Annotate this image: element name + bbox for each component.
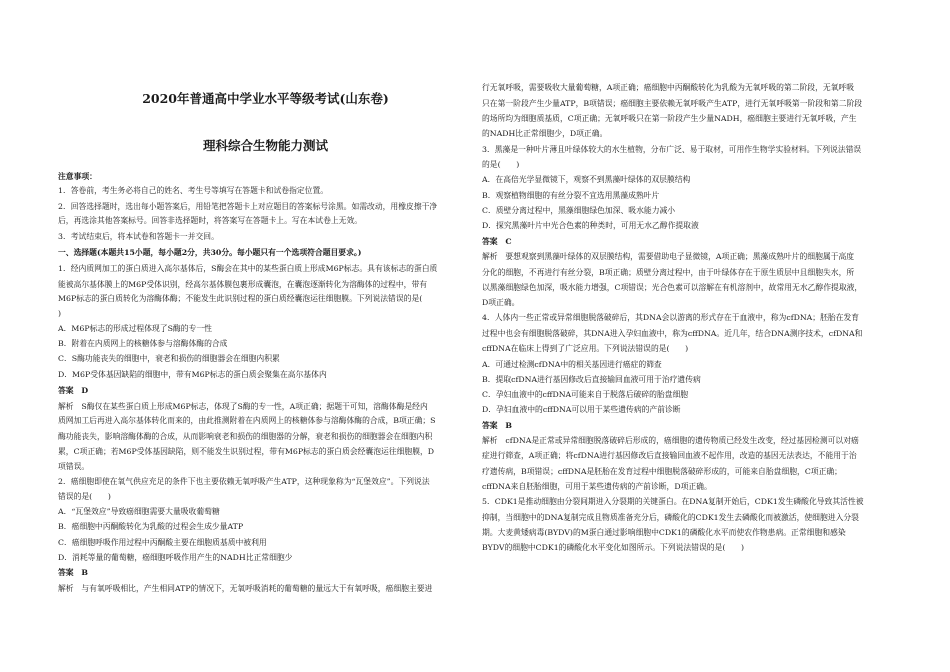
analysis-line: 解析 S酶仅在某些蛋白质上形成M6P标志，体现了S酶的专一性，A项正确；据题干可知，溶酶体酶是经内 <box>58 402 428 411</box>
question-5-line: BYDV的细胞中CDK1的磷酸化水平变化如图所示。下列说法错误的是( ) <box>482 543 745 552</box>
question-1-line: 1．经内质网加工的蛋白质进入高尔基体后，S酶会在其中的某些蛋白质上形成M6P标志。具有该标志的蛋白质 <box>58 264 438 273</box>
text-line: 3．考试结束后，将本试卷和答题卡一并交回。 <box>58 232 219 241</box>
analysis-line: 解析 与有氧呼吸相比，产生相同ATP的情况下，无氧呼吸消耗的葡萄糖的量远大于有氧呼吸，癌细胞主要进 <box>58 584 433 593</box>
question-5-line: 期。大麦黄矮病毒(BYDV)的M蛋白通过影响细胞中CDK1的磷酸化水平而使农作物患病。正常细胞和感染 <box>482 528 846 537</box>
analysis-line: 解析 要想观察到黑藻叶绿体的双层膜结构，需要借助电子显微镜，A项正确；黑藻成熟叶片的细胞属于高度 <box>482 252 855 261</box>
option-b: B．癌细胞中丙酮酸转化为乳酸的过程会生成少量ATP <box>58 522 244 531</box>
option-c: C．质壁分离过程中，黑藻细胞绿色加深、吸水能力减小 <box>482 206 676 215</box>
analysis-line: 行无氧呼吸，需要吸收大量葡萄糖，A项正确；癌细胞中丙酮酸转化为乳酸为无氧呼吸的第二阶段，无氧呼吸 <box>482 83 855 92</box>
question-5-line: 5．CDK1是推动细胞由分裂间期进入分裂期的关键蛋白。在DNA复制开始后，CDK1发生磷酸化导致其活性被 <box>482 497 864 506</box>
answer-line: 答案 B <box>482 421 512 430</box>
paper-title: 2020年普通高中学业水平等级考试(山东卷) <box>142 91 389 106</box>
section-heading: 一、选择题(本题共15小题，每小题2分，共30分。每小题只有一个选项符合题目要求。) <box>58 248 362 257</box>
option-b: B．观察植物细胞的有丝分裂不宜选用黑藻成熟叶片 <box>482 191 660 200</box>
option-a: A．在高倍光学显微镜下，观察不到黑藻叶绿体的双层膜结构 <box>482 175 691 184</box>
option-c: C．孕妇血液中的cffDNA可能来自于脱落后破碎的胎盘细胞 <box>482 390 689 399</box>
option-b: B．提取cfDNA进行基因修改后直接输回血液可用于治疗遗传病 <box>482 375 701 384</box>
analysis-line: 分化的细胞，不再进行有丝分裂，B项正确；质壁分离过程中，由于叶绿体存在于原生质层中且细胞失水，所 <box>482 268 855 277</box>
option-c: C．S酶功能丧失的细胞中，衰老和损伤的细胞器会在细胞内积累 <box>58 354 280 363</box>
analysis-line: 累，C项正确；若M6P受体基因缺陷，则不能发生识别过程，带有M6P标志的蛋白质会经囊泡运往细胞膜，D <box>58 447 435 456</box>
analysis-line: 症进行筛查，A项正确；将cfDNA进行基因修改后直接输回血液不起作用，改造的基因无法表达，不能用于治 <box>482 451 857 460</box>
analysis-line: 疗遗传病，B项错误；cffDNA是胚胎在发育过程中细胞脱落破碎形成的，可能来自胎盘细胞，C项正确； <box>482 467 842 476</box>
answer-line: 答案 B <box>58 568 88 577</box>
question-3-line: 3．黑藻是一种叶片薄且叶绿体较大的水生植物，分布广泛、易于取材，可用作生物学实验材料。下列说法错误 <box>482 145 862 154</box>
question-2-line: 2．癌细胞即使在氧气供应充足的条件下也主要依赖无氧呼吸产生ATP，这种现象称为“瓦堡效应”。下列说法 <box>58 477 430 486</box>
option-a: A．“瓦堡效应”导致癌细胞需要大量吸收葡萄糖 <box>58 507 220 516</box>
question-1-line: M6P标志的蛋白质转化为溶酶体酶；不能发生此识别过程的蛋白质经囊泡运往细胞膜。下列说法错误的是( <box>58 294 423 303</box>
question-4-line: cffDNA在临床上得到了广泛应用。下列说法错误的是( ) <box>482 344 689 353</box>
left-column <box>58 0 473 672</box>
question-4-line: 4．人体内一些正常或异常细胞脱落破碎后，其DNA会以游离的形式存在于血液中，称为cfDNA；胚胎在发育 <box>482 313 860 322</box>
analysis-line: cffDNA来自胚胎细胞，可用于某些遗传病的产前诊断，D项正确。 <box>482 482 712 491</box>
analysis-line: 以黑藻细胞绿色加深，吸水能力增强，C项错误；光合色素可以溶解在有机溶剂中，故常用无水乙醇作提取液， <box>482 283 863 292</box>
option-c: C．癌细胞呼吸作用过程中丙酮酸主要在细胞质基质中被利用 <box>58 538 267 547</box>
right-column <box>482 0 897 672</box>
option-b: B．附着在内质网上的核糖体参与溶酶体酶的合成 <box>58 339 228 348</box>
notice-heading: 注意事项： <box>58 172 97 181</box>
answer-line: 答案 D <box>58 386 89 395</box>
analysis-line: 的场所均为细胞质基质，C项正确；无氧呼吸只在第一阶段产生少量NADH，癌细胞主要进行无氧呼吸，产生 <box>482 114 857 123</box>
option-a: A．可通过检测cfDNA中的相关基因进行癌症的筛查 <box>482 360 662 369</box>
analysis-line: 质网加工后再进入高尔基体转化而来的，由此推测附着在内质网上的核糖体参与溶酶体酶的合成，B项正确；S <box>58 416 436 425</box>
option-d: D．消耗等量的葡萄糖，癌细胞呼吸作用产生的NADH比正常细胞少 <box>58 553 293 562</box>
analysis-line: 酶功能丧失，影响溶酶体酶的合成，从而影响衰老和损伤的细胞器的分解，衰老和损伤的细胞器会在细胞内积 <box>58 432 433 441</box>
question-1-line: 能被高尔基体膜上的M6P受体识别，经高尔基体膜包裹形成囊泡，在囊泡逐渐转化为溶酶体的过程中，带有 <box>58 280 428 289</box>
text-line: 1．答卷前，考生务必将自己的姓名、考生号等填写在答题卡和试卷指定位置。 <box>58 186 329 195</box>
option-d: D．探究黑藻叶片中光合色素的种类时，可用无水乙醇作提取液 <box>482 221 699 230</box>
question-1-line: ) <box>58 309 62 318</box>
text-line: 后，再选涂其他答案标号。回答非选择题时，将答案写在答题卡上。写在本试卷上无效。 <box>58 216 363 225</box>
analysis-line: D项正确。 <box>482 298 520 307</box>
text-line: 2．回答选择题时，选出每小题答案后，用铅笔把答题卡上对应题目的答案标号涂黑。如需改动，用橡皮擦干净 <box>58 202 438 211</box>
analysis-line: 的NADH比正常细胞少，D项正确。 <box>482 129 608 138</box>
question-3-line: 的是( ) <box>482 160 520 169</box>
option-a: A．M6P标志的形成过程体现了S酶的专一性 <box>58 324 212 333</box>
question-2-line: 错误的是( ) <box>58 492 111 501</box>
answer-line: 答案 C <box>482 237 512 246</box>
analysis-line: 项错误。 <box>58 462 90 471</box>
analysis-line: 解析 cfDNA是正常或异常细胞脱落破碎后形成的，癌细胞的遗传物质已经发生改变，经过基因检测可以对癌 <box>482 436 859 445</box>
paper-subtitle: 理科综合生物能力测试 <box>202 138 328 153</box>
option-d: D．孕妇血液中的cffDNA可以用于某些遗传病的产前诊断 <box>482 405 681 414</box>
question-5-line: 抑制，当细胞中的DNA复制完成且物质准备充分后，磷酸化的CDK1发生去磷酸化而被激活，使细胞进入分裂 <box>482 513 859 522</box>
question-4-line: 过程中也会有细胞脱落破碎，其DNA进入孕妇血液中，称为cffDNA。近几年，结合DNA测序技术，cfDNA和 <box>482 329 863 338</box>
option-d: D．M6P受体基因缺陷的细胞中，带有M6P标志的蛋白质会聚集在高尔基体内 <box>58 370 327 379</box>
analysis-line: 只在第一阶段产生少量ATP，B项错误；癌细胞主要依赖无氧呼吸产生ATP，进行无氧呼吸第一阶段和第二阶段 <box>482 99 863 108</box>
